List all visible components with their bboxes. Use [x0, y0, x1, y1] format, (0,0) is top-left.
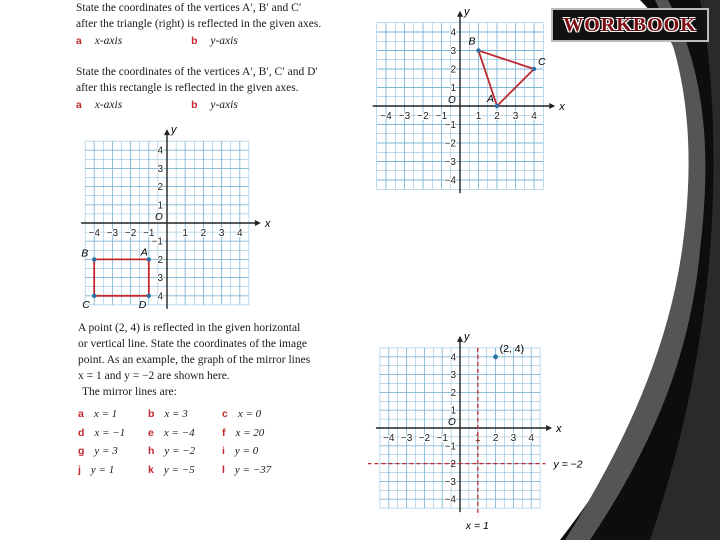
y-tick-label: −1 [151, 236, 163, 248]
x-axis-label: x [559, 101, 565, 113]
q3-option-label: d [78, 426, 85, 439]
q3-option-f [222, 427, 264, 439]
y-tick-label: 4 [157, 145, 163, 157]
x-tick-label: −2 [124, 228, 137, 239]
q3-line-5: The mirror lines are: [82, 386, 177, 398]
point-marker [493, 354, 498, 359]
q3-option-d [78, 427, 125, 439]
x-tick-label: 4 [237, 228, 243, 239]
vertex-point-C [532, 67, 536, 71]
q3-option-text: y = −2 [164, 445, 196, 457]
x-axis-label: x [556, 423, 562, 435]
q3-option-i [222, 445, 258, 457]
x-tick-label: −4 [383, 433, 395, 444]
y-tick-label: −3 [444, 476, 456, 488]
x-axis-arrow-icon [549, 103, 555, 109]
q2-a-text: x-axis [94, 99, 123, 111]
y-tick-label: 4 [450, 27, 456, 39]
q3-option-label: a [78, 408, 84, 420]
q3-option-label: b [148, 408, 155, 420]
x-tick-label: 2 [492, 433, 499, 444]
q3-option-label: g [78, 445, 85, 457]
question-2 [76, 64, 366, 113]
x-tick-label: 1 [182, 228, 188, 239]
q3-line-2: or vertical line. State the coordinates of the image [78, 338, 307, 350]
vertex-label-B: B [81, 247, 89, 260]
x-tick-label: −2 [418, 433, 431, 444]
y-tick-label: −4 [444, 494, 456, 506]
x-tick-label: 1 [475, 433, 481, 444]
x-tick-label: −1 [435, 111, 448, 122]
q3-option-text: x = −4 [163, 426, 195, 439]
x-tick-label: 4 [531, 111, 537, 122]
q3-option-e [148, 427, 195, 439]
x-tick-label: −2 [417, 111, 429, 122]
q3-option-c [222, 408, 261, 420]
q3-option-text: x = 3 [164, 408, 188, 420]
vertex-point-B [476, 48, 480, 52]
x-tick-label: 1 [475, 111, 482, 122]
y-tick-label: −3 [444, 157, 456, 168]
q3-line-1: A point (2, 4) is reflected in the given horizontal [78, 322, 301, 334]
q3-option-text: y = 1 [90, 463, 115, 476]
y-axis-label: y [464, 330, 470, 343]
vertex-label-C: C [538, 56, 546, 68]
q3-option-label: c [222, 408, 228, 420]
q3-option-text: x = −1 [94, 426, 126, 439]
origin-label: O [155, 212, 163, 223]
y-tick-label: 3 [157, 273, 163, 285]
vertex-label-B: B [468, 35, 476, 48]
question-3 [78, 320, 348, 400]
x-tick-label: 2 [200, 228, 207, 239]
y-axis-arrow-icon [457, 11, 463, 17]
vertex-label-A: A [140, 246, 148, 259]
q3-line-4: x = 1 and y = −2 are shown here. [78, 370, 230, 382]
y-tick-label: −1 [444, 120, 456, 131]
triangle-graph [368, 0, 568, 200]
x-tick-label: 3 [512, 111, 519, 122]
x-axis-label: x [264, 218, 271, 230]
q2-line-2: after this rectangle is reflected in the given axes. [76, 82, 299, 94]
q3-option-text: x = 20 [235, 426, 265, 439]
y-tick-label: −2 [444, 138, 456, 150]
y-tick-label: 3 [450, 46, 456, 57]
x-axis-arrow-icon [546, 425, 552, 431]
vertex-point-C [92, 294, 96, 298]
q1-parts [76, 33, 361, 49]
question-1 [76, 0, 361, 49]
rectangle-graph [72, 118, 277, 318]
x-tick-label: −1 [436, 433, 448, 444]
q3-option-text: y = −5 [163, 463, 195, 476]
vertex-point-B [92, 257, 96, 261]
vertex-label-D: D [138, 298, 147, 311]
q2-a-label: a [76, 99, 82, 111]
q3-option-text: y = −37 [234, 463, 272, 476]
q3-option-k [148, 464, 195, 476]
y-tick-label: 1 [450, 83, 456, 94]
x-tick-label: −3 [400, 433, 413, 444]
q3-option-label: k [148, 463, 154, 476]
y-tick-label: 4 [157, 291, 163, 303]
vertex-label-C: C [82, 298, 90, 311]
q3-option-text: x = 1 [93, 408, 118, 420]
q3-option-label: i [222, 445, 225, 457]
q3-option-label: f [222, 426, 226, 439]
q1-b-label: b [191, 35, 198, 47]
point-label: (2, 4) [499, 342, 525, 355]
x-tick-label: 3 [510, 433, 517, 444]
x-tick-label: 2 [494, 111, 500, 122]
y-tick-label: 3 [157, 163, 163, 175]
mirror-line-horizontal-label: y = −2 [553, 458, 583, 471]
q3-option-label: j [78, 463, 81, 476]
q3-option-text: y = 3 [94, 445, 118, 457]
y-tick-label: −4 [444, 175, 456, 187]
q3-option-h [148, 445, 195, 457]
q1-b-text: y-axis [210, 35, 238, 47]
mirror-lines-graph [368, 325, 598, 540]
x-tick-label: −4 [88, 228, 100, 239]
x-axis-arrow-icon [255, 220, 261, 226]
q3-option-a [78, 408, 117, 420]
y-axis-label: y [171, 124, 177, 137]
y-tick-label: 4 [450, 352, 456, 364]
vertex-point-D [147, 294, 151, 298]
workbook-badge-text: WORKBOOK [563, 13, 697, 36]
q3-option-text: y = 0 [234, 445, 259, 457]
x-tick-label: 4 [528, 433, 534, 444]
y-tick-label: 2 [450, 64, 456, 76]
q2-line-1: State the coordinates of the vertices A′, B′, C′ and D′ [76, 66, 318, 78]
y-axis-arrow-icon [457, 336, 463, 342]
q3-option-label: e [148, 426, 154, 439]
q2-b-label: b [191, 99, 198, 111]
y-tick-label: 1 [450, 405, 456, 417]
q1-a-text: x-axis [94, 35, 123, 47]
x-tick-label: −4 [380, 111, 392, 122]
q3-option-b [148, 408, 188, 420]
q2-b-text: y-axis [210, 99, 238, 111]
q1-a-label: a [76, 35, 82, 47]
q3-line-3: point. As an example, the graph of the mirror lines [78, 354, 311, 366]
q3-option-g [78, 445, 118, 457]
y-tick-label: −1 [444, 441, 456, 453]
q3-option-l [222, 464, 271, 476]
y-tick-label: 3 [450, 370, 456, 382]
y-tick-label: 2 [157, 182, 163, 194]
q3-option-text: x = 0 [237, 408, 262, 420]
mirror-line-vertical-label: x = 1 [465, 520, 489, 533]
y-axis-arrow-icon [164, 129, 170, 135]
y-tick-label: 1 [157, 200, 163, 212]
x-tick-label: −3 [398, 111, 411, 122]
y-tick-label: 2 [450, 387, 456, 399]
origin-label: O [448, 95, 456, 106]
y-tick-label: 2 [157, 254, 163, 266]
workbook-badge [551, 8, 709, 42]
y-axis-label: y [464, 5, 470, 18]
q3-option-label: l [222, 463, 225, 476]
y-tick-label: −2 [444, 459, 456, 471]
vertex-label-A: A [487, 93, 495, 105]
x-tick-label: −1 [143, 228, 155, 239]
x-tick-label: −3 [106, 228, 119, 239]
origin-label: O [448, 417, 456, 428]
q1-line-1: State the coordinates of the vertices A′, B′ and C′ [76, 2, 302, 14]
q2-parts [76, 97, 366, 113]
q3-option-label: h [148, 445, 155, 457]
q3-option-j [78, 464, 114, 476]
x-tick-label: 3 [218, 228, 225, 239]
vertex-point-A [495, 104, 499, 108]
q1-line-2: after the triangle (right) is reflected in the given axes. [76, 18, 322, 30]
